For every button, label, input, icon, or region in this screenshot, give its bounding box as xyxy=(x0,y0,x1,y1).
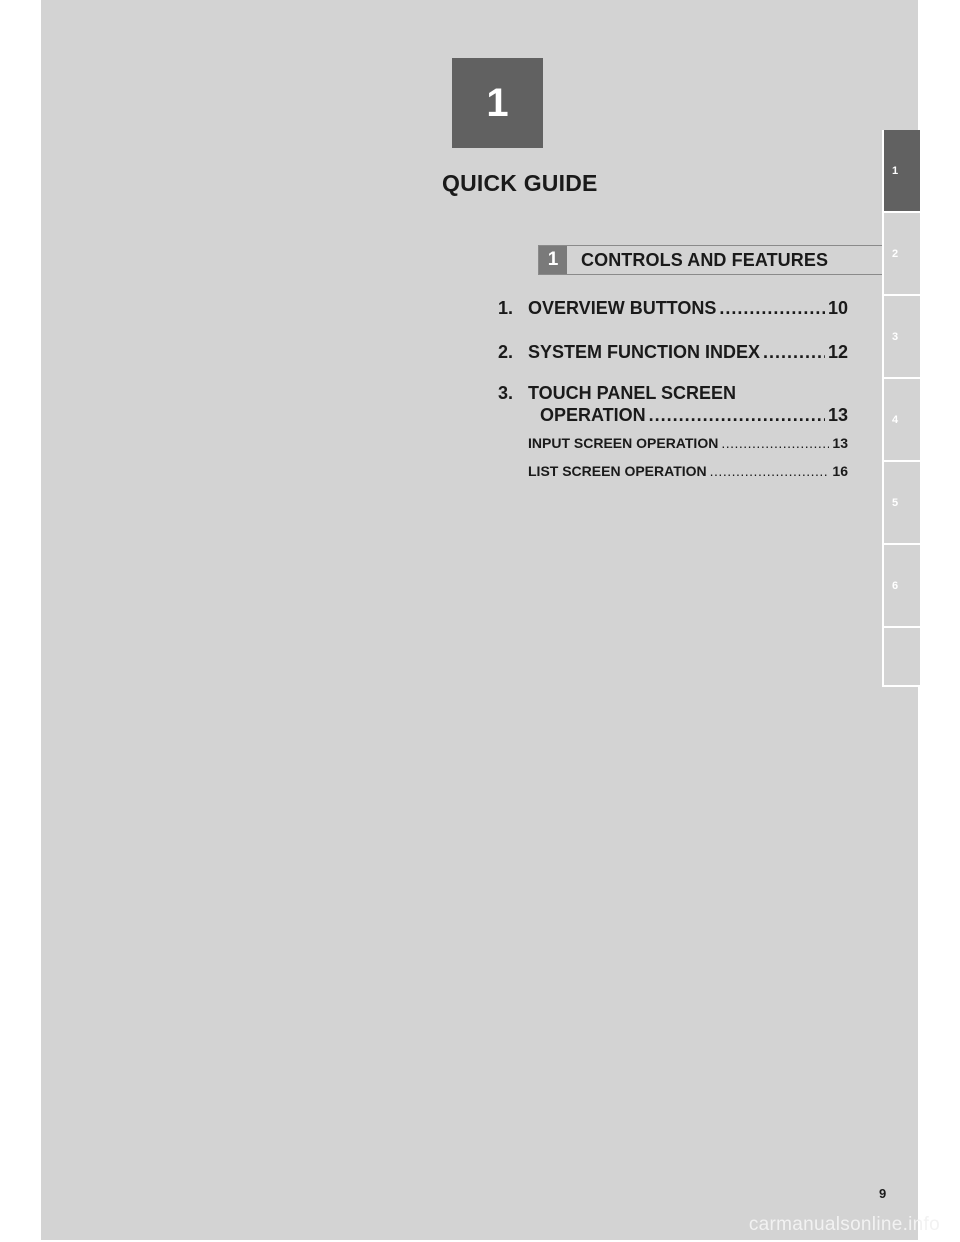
chapter-tab-blank xyxy=(884,628,920,687)
toc-entry-label-continued: OPERATION xyxy=(540,405,646,425)
toc-entry-number: 3. xyxy=(498,383,514,403)
chapter-tab-4[interactable] xyxy=(884,379,920,462)
chapter-tab-label: 1 xyxy=(892,164,899,177)
dot-leader xyxy=(719,297,825,319)
subtoc-entry-input-screen[interactable] xyxy=(528,434,848,452)
chapter-tab-2[interactable] xyxy=(884,213,920,296)
toc-entry-number: 2. xyxy=(498,342,514,362)
chapter-title: QUICK GUIDE xyxy=(442,170,598,196)
dot-leader xyxy=(721,434,829,452)
toc-entry-overview-buttons[interactable] xyxy=(498,297,848,319)
chapter-tab-label: 6 xyxy=(892,579,899,592)
toc-entry-number: 1. xyxy=(498,298,514,318)
toc-entry-page: 13 xyxy=(827,405,848,425)
chapter-number: 1 xyxy=(486,80,509,125)
chapter-tab-label: 4 xyxy=(892,413,899,426)
chapter-number-box xyxy=(452,58,543,148)
subtoc-entry-label: LIST SCREEN OPERATION xyxy=(528,463,707,479)
chapter-tab-label: 5 xyxy=(892,496,899,509)
dot-leader xyxy=(649,404,825,426)
toc-entry-label: TOUCH PANEL SCREEN xyxy=(528,383,737,403)
page-number: 9 xyxy=(879,1186,887,1201)
subtoc-entry-label: INPUT SCREEN OPERATION xyxy=(528,435,719,451)
chapter-tab-5[interactable] xyxy=(884,462,920,545)
dot-leader xyxy=(763,341,825,363)
section-header xyxy=(538,245,888,275)
toc-entry-page: 12 xyxy=(827,342,848,362)
chapter-tabs xyxy=(882,130,920,687)
toc-entry-system-function-index[interactable] xyxy=(498,341,848,363)
chapter-tab-label: 2 xyxy=(892,247,899,260)
subtoc-entry-page: 13 xyxy=(832,435,848,451)
chapter-tab-1[interactable] xyxy=(884,130,920,213)
toc-entry-label: SYSTEM FUNCTION INDEX xyxy=(528,342,761,362)
subtoc-entry-list-screen[interactable] xyxy=(528,462,848,480)
watermark: carmanualsonline.info xyxy=(748,1214,940,1235)
manual-page xyxy=(41,0,918,1240)
subtoc-entry-page: 16 xyxy=(832,463,848,479)
section-number: 1 xyxy=(539,246,567,274)
dot-leader xyxy=(710,462,830,480)
section-title: CONTROLS AND FEATURES xyxy=(581,249,829,270)
chapter-tab-label: 3 xyxy=(892,330,899,343)
chapter-tab-6[interactable] xyxy=(884,545,920,628)
toc-entry-label: OVERVIEW BUTTONS xyxy=(528,298,717,318)
chapter-tab-3[interactable] xyxy=(884,296,920,379)
toc-entry-page: 10 xyxy=(827,298,848,318)
toc-entry-touch-panel-screen[interactable] xyxy=(498,382,848,426)
